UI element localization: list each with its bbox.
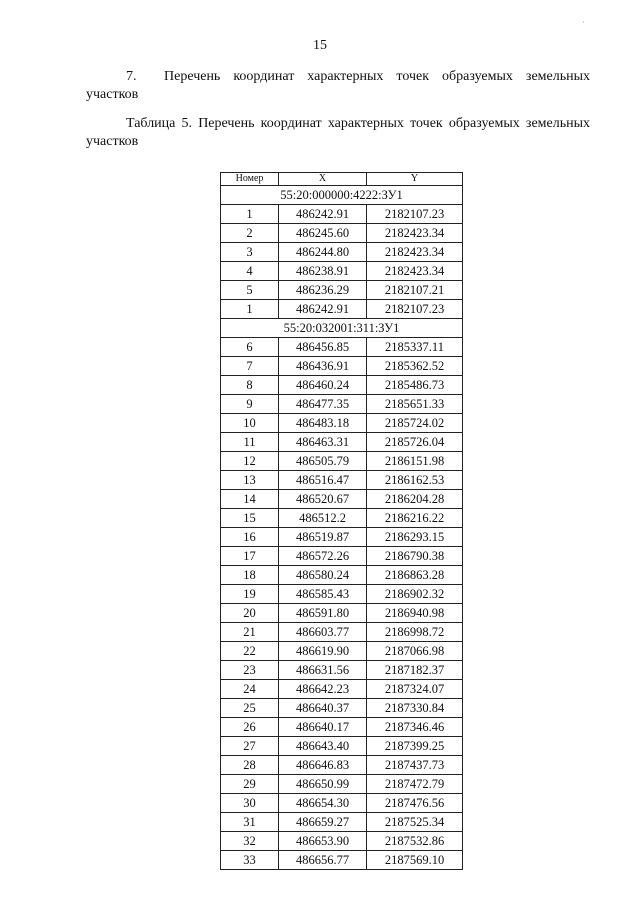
table-row	[221, 794, 463, 813]
table-row	[221, 262, 463, 281]
point-number: 17	[221, 547, 279, 566]
point-number: 6	[221, 338, 279, 357]
table-row	[221, 832, 463, 851]
header-number: Номер	[221, 173, 279, 186]
point-number: 1	[221, 205, 279, 224]
y-coordinate: 2186790.38	[367, 547, 463, 566]
table-header-row	[221, 173, 463, 186]
table-row	[221, 718, 463, 737]
parcel-number: 55:20:032001:311:ЗУ1	[221, 319, 463, 338]
y-coordinate: 2185724.02	[367, 414, 463, 433]
y-coordinate: 2186940.98	[367, 604, 463, 623]
y-coordinate: 2182423.34	[367, 243, 463, 262]
table-row	[221, 281, 463, 300]
point-number: 24	[221, 680, 279, 699]
y-coordinate: 2187346.46	[367, 718, 463, 737]
x-coordinate: 486519.87	[279, 528, 367, 547]
corner-mark: ·	[582, 18, 585, 27]
x-coordinate: 486244.80	[279, 243, 367, 262]
table-row	[221, 604, 463, 623]
y-coordinate: 2186293.15	[367, 528, 463, 547]
header-x: X	[279, 173, 367, 186]
point-number: 28	[221, 756, 279, 775]
table-row	[221, 775, 463, 794]
point-number: 8	[221, 376, 279, 395]
y-coordinate: 2185486.73	[367, 376, 463, 395]
x-coordinate: 486245.60	[279, 224, 367, 243]
x-coordinate: 486572.26	[279, 547, 367, 566]
point-number: 32	[221, 832, 279, 851]
y-coordinate: 2186998.72	[367, 623, 463, 642]
header-y: Y	[367, 173, 463, 186]
table-row	[221, 680, 463, 699]
y-coordinate: 2187476.56	[367, 794, 463, 813]
x-coordinate: 486580.24	[279, 566, 367, 585]
table-row	[221, 376, 463, 395]
table-row	[221, 357, 463, 376]
point-number: 25	[221, 699, 279, 718]
x-coordinate: 486619.90	[279, 642, 367, 661]
page-number: 15	[313, 38, 327, 53]
table-row	[221, 756, 463, 775]
section-number: 7.	[126, 69, 137, 84]
table-row	[221, 509, 463, 528]
point-number: 15	[221, 509, 279, 528]
x-coordinate: 486643.40	[279, 737, 367, 756]
y-coordinate: 2187437.73	[367, 756, 463, 775]
y-coordinate: 2187330.84	[367, 699, 463, 718]
table-row	[221, 452, 463, 471]
y-coordinate: 2187532.86	[367, 832, 463, 851]
y-coordinate: 2185726.04	[367, 433, 463, 452]
table-row	[221, 585, 463, 604]
point-number: 16	[221, 528, 279, 547]
x-coordinate: 486236.29	[279, 281, 367, 300]
table-row	[221, 300, 463, 319]
x-coordinate: 486631.56	[279, 661, 367, 680]
x-coordinate: 486242.91	[279, 205, 367, 224]
x-coordinate: 486603.77	[279, 623, 367, 642]
x-coordinate: 486650.99	[279, 775, 367, 794]
y-coordinate: 2185651.33	[367, 395, 463, 414]
point-number: 27	[221, 737, 279, 756]
y-coordinate: 2186204.28	[367, 490, 463, 509]
point-number: 2	[221, 224, 279, 243]
table-row	[221, 566, 463, 585]
x-coordinate: 486463.31	[279, 433, 367, 452]
y-coordinate: 2185337.11	[367, 338, 463, 357]
x-coordinate: 486640.37	[279, 699, 367, 718]
point-number: 10	[221, 414, 279, 433]
point-number: 3	[221, 243, 279, 262]
table-row	[221, 737, 463, 756]
point-number: 14	[221, 490, 279, 509]
point-number: 23	[221, 661, 279, 680]
y-coordinate: 2187472.79	[367, 775, 463, 794]
y-coordinate: 2186216.22	[367, 509, 463, 528]
x-coordinate: 486512.2	[279, 509, 367, 528]
table-row	[221, 224, 463, 243]
y-coordinate: 2186902.32	[367, 585, 463, 604]
point-number: 1	[221, 300, 279, 319]
point-number: 22	[221, 642, 279, 661]
x-coordinate: 486642.23	[279, 680, 367, 699]
x-coordinate: 486238.91	[279, 262, 367, 281]
point-number: 30	[221, 794, 279, 813]
table-row	[221, 395, 463, 414]
y-coordinate: 2185362.52	[367, 357, 463, 376]
table-row	[221, 661, 463, 680]
table-caption-text: Таблица 5. Перечень координат характерных точек образуемых земельных участков	[86, 116, 590, 149]
x-coordinate: 486460.24	[279, 376, 367, 395]
x-coordinate: 486505.79	[279, 452, 367, 471]
table-row	[221, 414, 463, 433]
point-number: 11	[221, 433, 279, 452]
table-row	[221, 642, 463, 661]
x-coordinate: 486516.47	[279, 471, 367, 490]
y-coordinate: 2182107.23	[367, 300, 463, 319]
table-row	[221, 699, 463, 718]
x-coordinate: 486456.85	[279, 338, 367, 357]
point-number: 13	[221, 471, 279, 490]
table-row	[221, 471, 463, 490]
point-number: 26	[221, 718, 279, 737]
table-row	[221, 813, 463, 832]
y-coordinate: 2187066.98	[367, 642, 463, 661]
y-coordinate: 2182107.23	[367, 205, 463, 224]
table-row	[221, 243, 463, 262]
table-caption	[86, 115, 590, 151]
point-number: 18	[221, 566, 279, 585]
point-number: 12	[221, 452, 279, 471]
y-coordinate: 2186162.53	[367, 471, 463, 490]
table-row	[221, 623, 463, 642]
x-coordinate: 486656.77	[279, 851, 367, 870]
x-coordinate: 486640.17	[279, 718, 367, 737]
point-number: 4	[221, 262, 279, 281]
x-coordinate: 486646.83	[279, 756, 367, 775]
y-coordinate: 2182423.34	[367, 224, 463, 243]
table-row	[221, 338, 463, 357]
table-row	[221, 205, 463, 224]
x-coordinate: 486591.80	[279, 604, 367, 623]
y-coordinate: 2186863.28	[367, 566, 463, 585]
x-coordinate: 486477.35	[279, 395, 367, 414]
point-number: 19	[221, 585, 279, 604]
y-coordinate: 2187569.10	[367, 851, 463, 870]
table-row	[221, 547, 463, 566]
point-number: 31	[221, 813, 279, 832]
point-number: 20	[221, 604, 279, 623]
parcel-row	[221, 319, 463, 338]
x-coordinate: 486654.30	[279, 794, 367, 813]
point-number: 29	[221, 775, 279, 794]
y-coordinate: 2187324.07	[367, 680, 463, 699]
table-row	[221, 851, 463, 870]
section-title: Перечень координат характерных точек образуемых земельных участков	[86, 69, 590, 102]
parcel-number: 55:20:000000:4222:ЗУ1	[221, 186, 463, 205]
table-row	[221, 433, 463, 452]
x-coordinate: 486520.67	[279, 490, 367, 509]
x-coordinate: 486585.43	[279, 585, 367, 604]
point-number: 21	[221, 623, 279, 642]
point-number: 33	[221, 851, 279, 870]
y-coordinate: 2182423.34	[367, 262, 463, 281]
table-row	[221, 528, 463, 547]
parcel-row	[221, 186, 463, 205]
point-number: 9	[221, 395, 279, 414]
x-coordinate: 486653.90	[279, 832, 367, 851]
y-coordinate: 2187182.37	[367, 661, 463, 680]
table-row	[221, 490, 463, 509]
x-coordinate: 486436.91	[279, 357, 367, 376]
x-coordinate: 486242.91	[279, 300, 367, 319]
coordinates-table	[220, 172, 463, 870]
y-coordinate: 2187399.25	[367, 737, 463, 756]
x-coordinate: 486659.27	[279, 813, 367, 832]
y-coordinate: 2187525.34	[367, 813, 463, 832]
y-coordinate: 2182107.21	[367, 281, 463, 300]
point-number: 7	[221, 357, 279, 376]
point-number: 5	[221, 281, 279, 300]
y-coordinate: 2186151.98	[367, 452, 463, 471]
section-heading	[86, 68, 590, 104]
x-coordinate: 486483.18	[279, 414, 367, 433]
table-body	[221, 186, 463, 870]
